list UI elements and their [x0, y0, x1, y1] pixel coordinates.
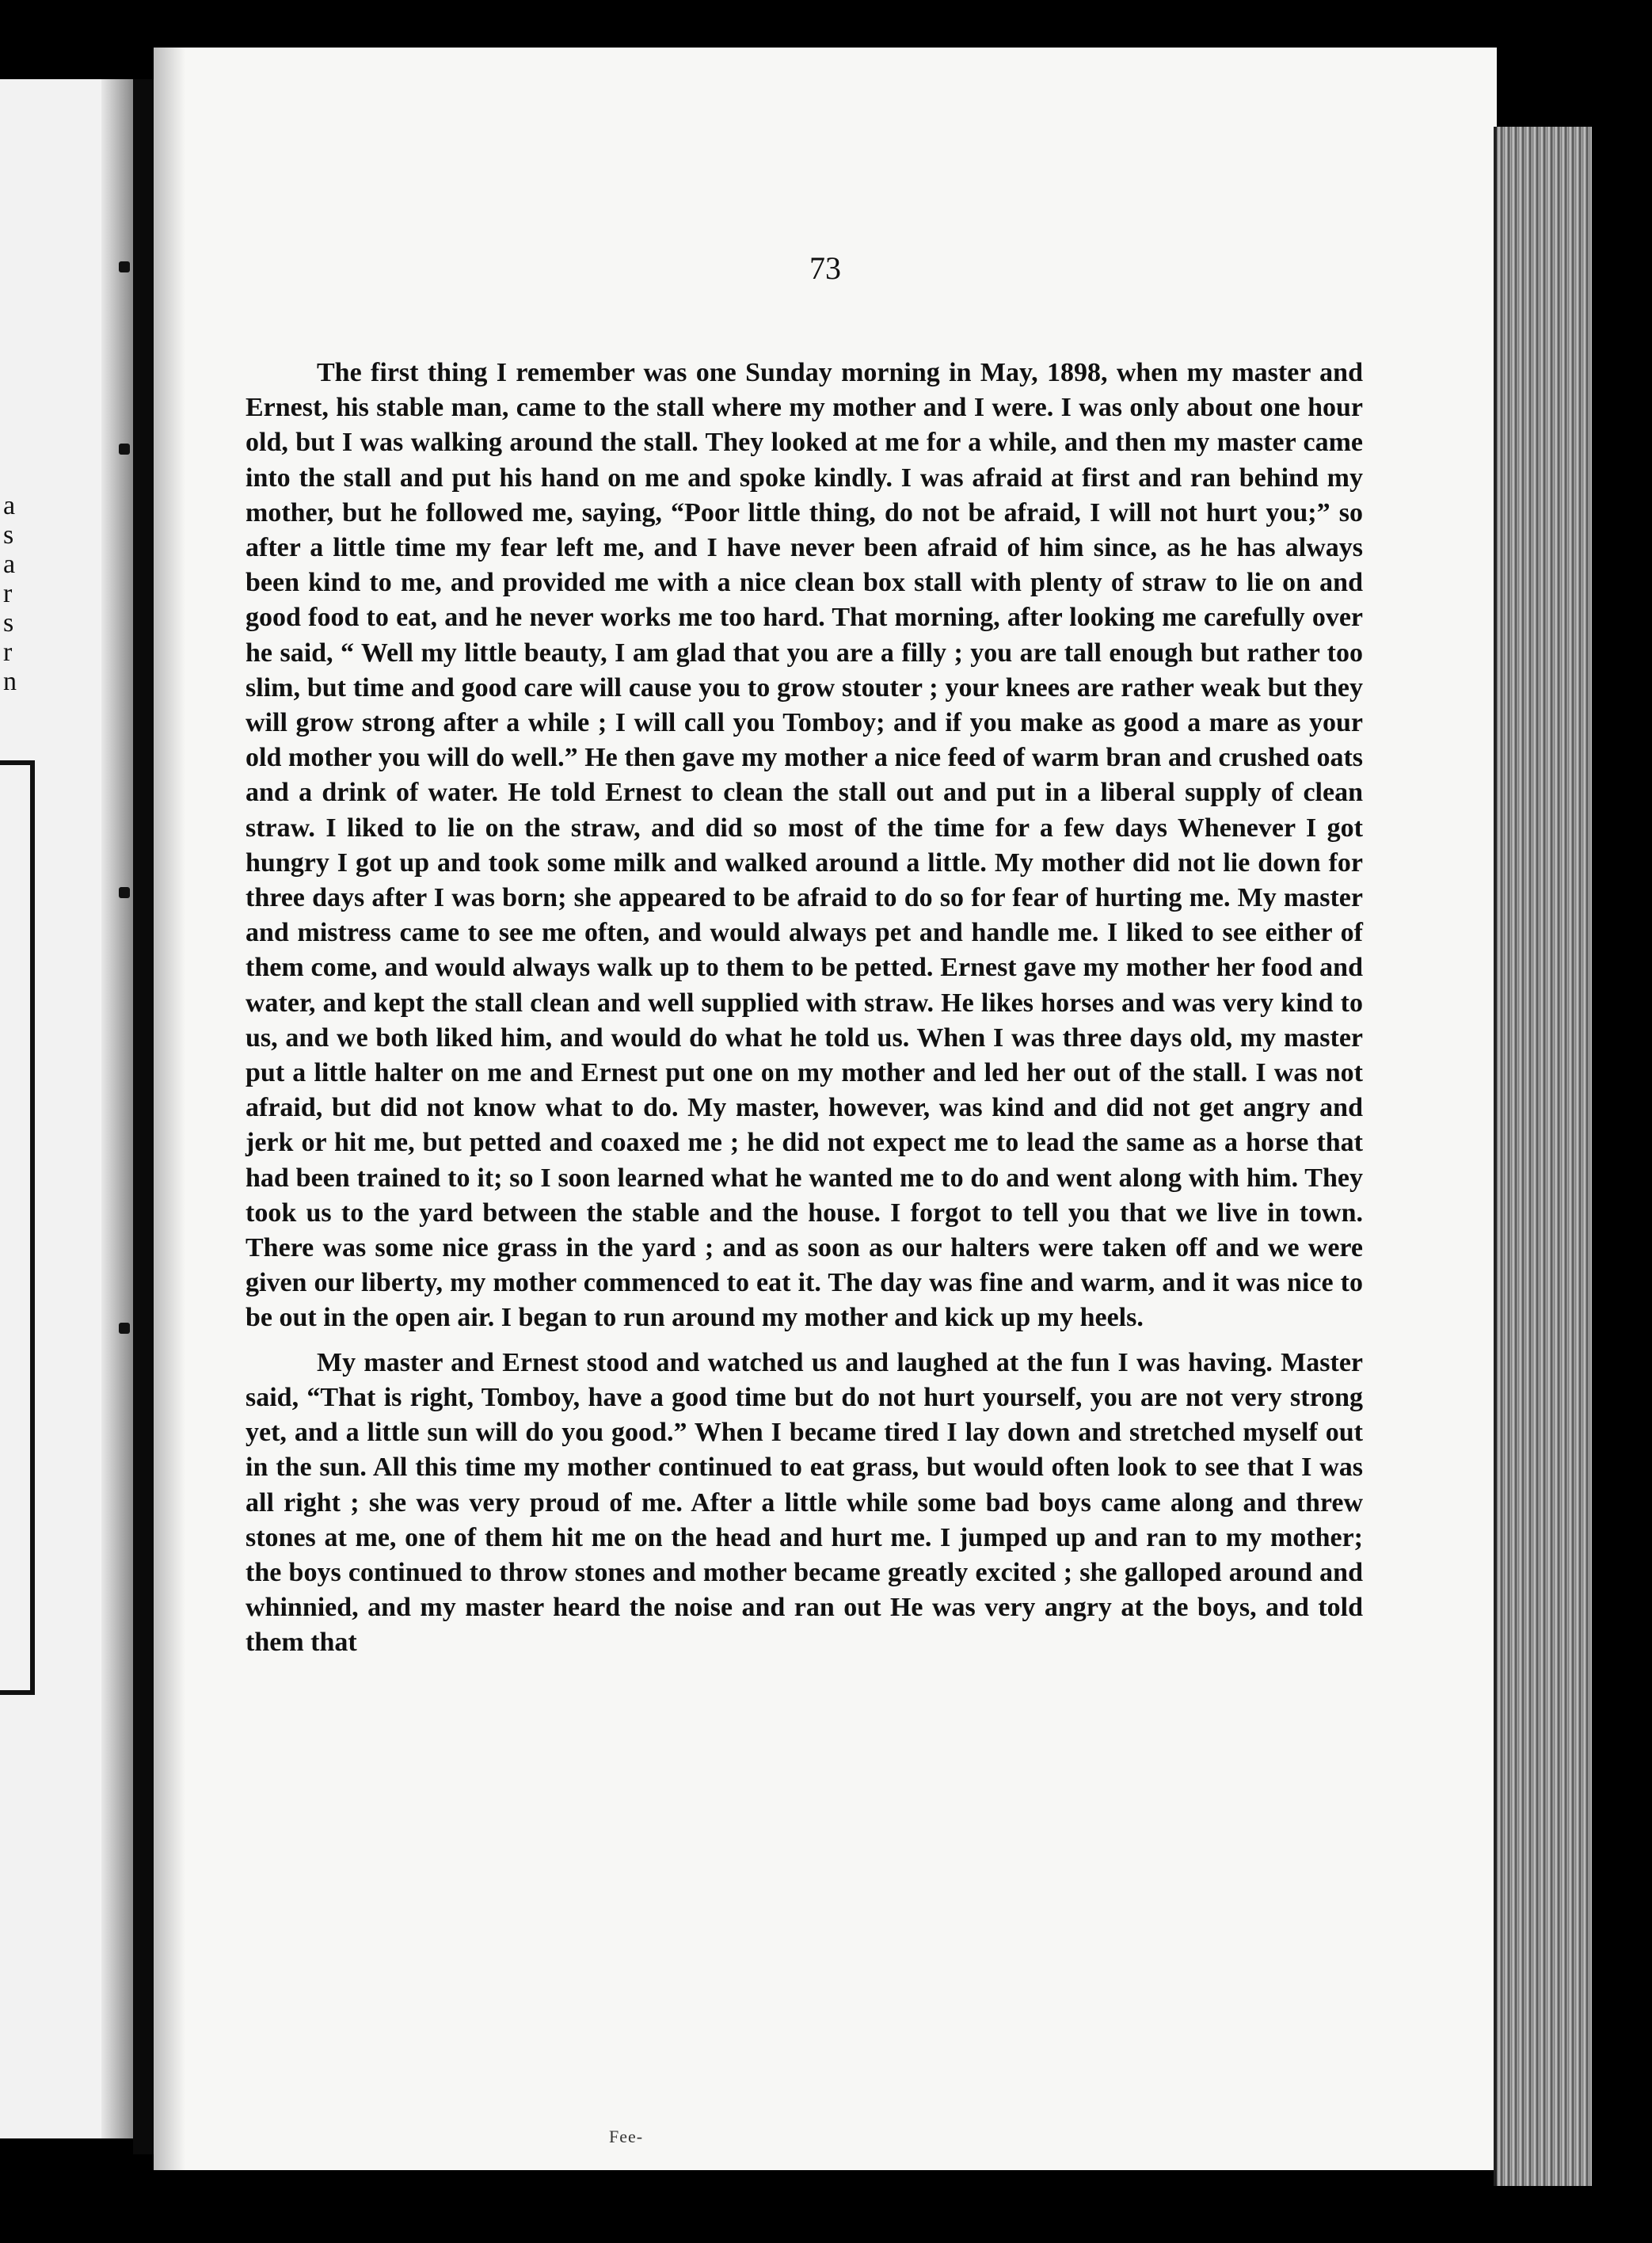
binding-mark — [119, 1323, 130, 1334]
paragraph: The first thing I remember was one Sunday morning in May, 1898, when my master and Ernest, his stable man, came to the stall where my mother and I were. I was only about one hour old, but I was walking around the stall. They looked at me for a while, and then my master came into the stall and put his hand on me and spoke kindly. I was afraid at first and ran behind my mother, but he followed me, saying, “Poor little thing, do not be afraid, I will not hurt you;” so after a little time my fear left me, and I have never been afraid of him since, as he has always been kind to me, and provided me with a nice clean box stall with plenty of straw to lie on and good food to eat, and he never works me too hard. That morning, after looking me carefully over he said, “ Well my little beauty, I am glad that you are a filly ; you are tall enough but rather too slim, but time and good care will cause you to grow stouter ; your knees are rather weak but they will grow strong after a while ; I will call you Tomboy; and if you make as good a mare as your old mother you will do well.” He then gave my mother a nice feed of warm bran and crushed oats and a drink of water. He told Ernest to clean the stall out and put in a liberal supply of clean straw. I liked to lie on the straw, and did so most of the time for a few days Whenever I got hungry I got up and took some milk and walked around a little. My mother did not lie down for three days after I was born; she appeared to be afraid to do so for fear of hurting me. My master and mistress came to see me often, and would always pet and handle me. I liked to see either of them come, and would always walk up to them to be petted. Ernest gave my mother her food and water, and kept the stall clean and well supplied with straw. He likes horses and was very kind to us, and we both liked him, and would do what he told us. When I was three days old, my master put a little halter on me and Ernest put one on my mother and led her out of the stall. I was not afraid, but did not know what to do. My master, however, was kind and did not get angry and jerk or hit me, but petted and coaxed me ; he did not expect me to lead the same as a horse that had been trained to it; so I soon learned what he wanted me to do and went along with him. They took us to the yard between the stable and the house. I forgot to tell you that we live in town. There was some nice grass in the yard ; and as soon as our halters were taken off and we were given our liberty, my mother commenced to eat it. The day was fine and warm, and it was nice to be out in the open air. I began to run around my mother and kick up my heels. — [246, 358, 1363, 1333]
fragment-letter: r — [3, 579, 13, 608]
paragraph: My master and Ernest stood and watched us and laughed at the fun I was having. Master said, “That is right, Tomboy, have a good time but do not hurt yourself, you are not very strong yet, and a little sun will do you good.” When I became tired I lay down and stretched myself out in the sun. All this time my mother continued to eat grass, but would often look to see that I was all right ; she was very proud of me. After a little while some bad boys came along and threw stones at me, one of them hit me on the head and hurt me. I jumped up and ran to my mother; the boys continued to throw stones and mother became greatly excited ; she galloped around and whinnied, and my master heard the noise and ran out He was very angry at the boys, and told them that — [246, 1347, 1363, 1658]
binding-mark — [119, 887, 130, 898]
book-gutter — [133, 79, 154, 2154]
facing-page-image-frame — [0, 760, 35, 1695]
page-number: 73 — [809, 250, 841, 286]
facing-page-text-fragments — [3, 491, 27, 696]
facing-page-shadow — [101, 79, 133, 2138]
binding-mark — [119, 261, 130, 272]
page-curve-shadow — [154, 48, 185, 2170]
fragment-letter: s — [3, 520, 14, 550]
footer-mark: Fee- — [609, 2127, 644, 2146]
binding-mark — [119, 444, 130, 455]
fragment-letter: r — [3, 638, 13, 667]
book-page — [154, 48, 1497, 2170]
page-body — [246, 356, 1363, 1661]
fragment-letter: a — [3, 491, 16, 520]
page-edges — [1494, 127, 1592, 2186]
fragment-letter: a — [3, 550, 16, 579]
facing-page — [0, 79, 133, 2138]
fragment-letter: s — [3, 608, 14, 638]
fragment-letter: n — [3, 667, 17, 696]
